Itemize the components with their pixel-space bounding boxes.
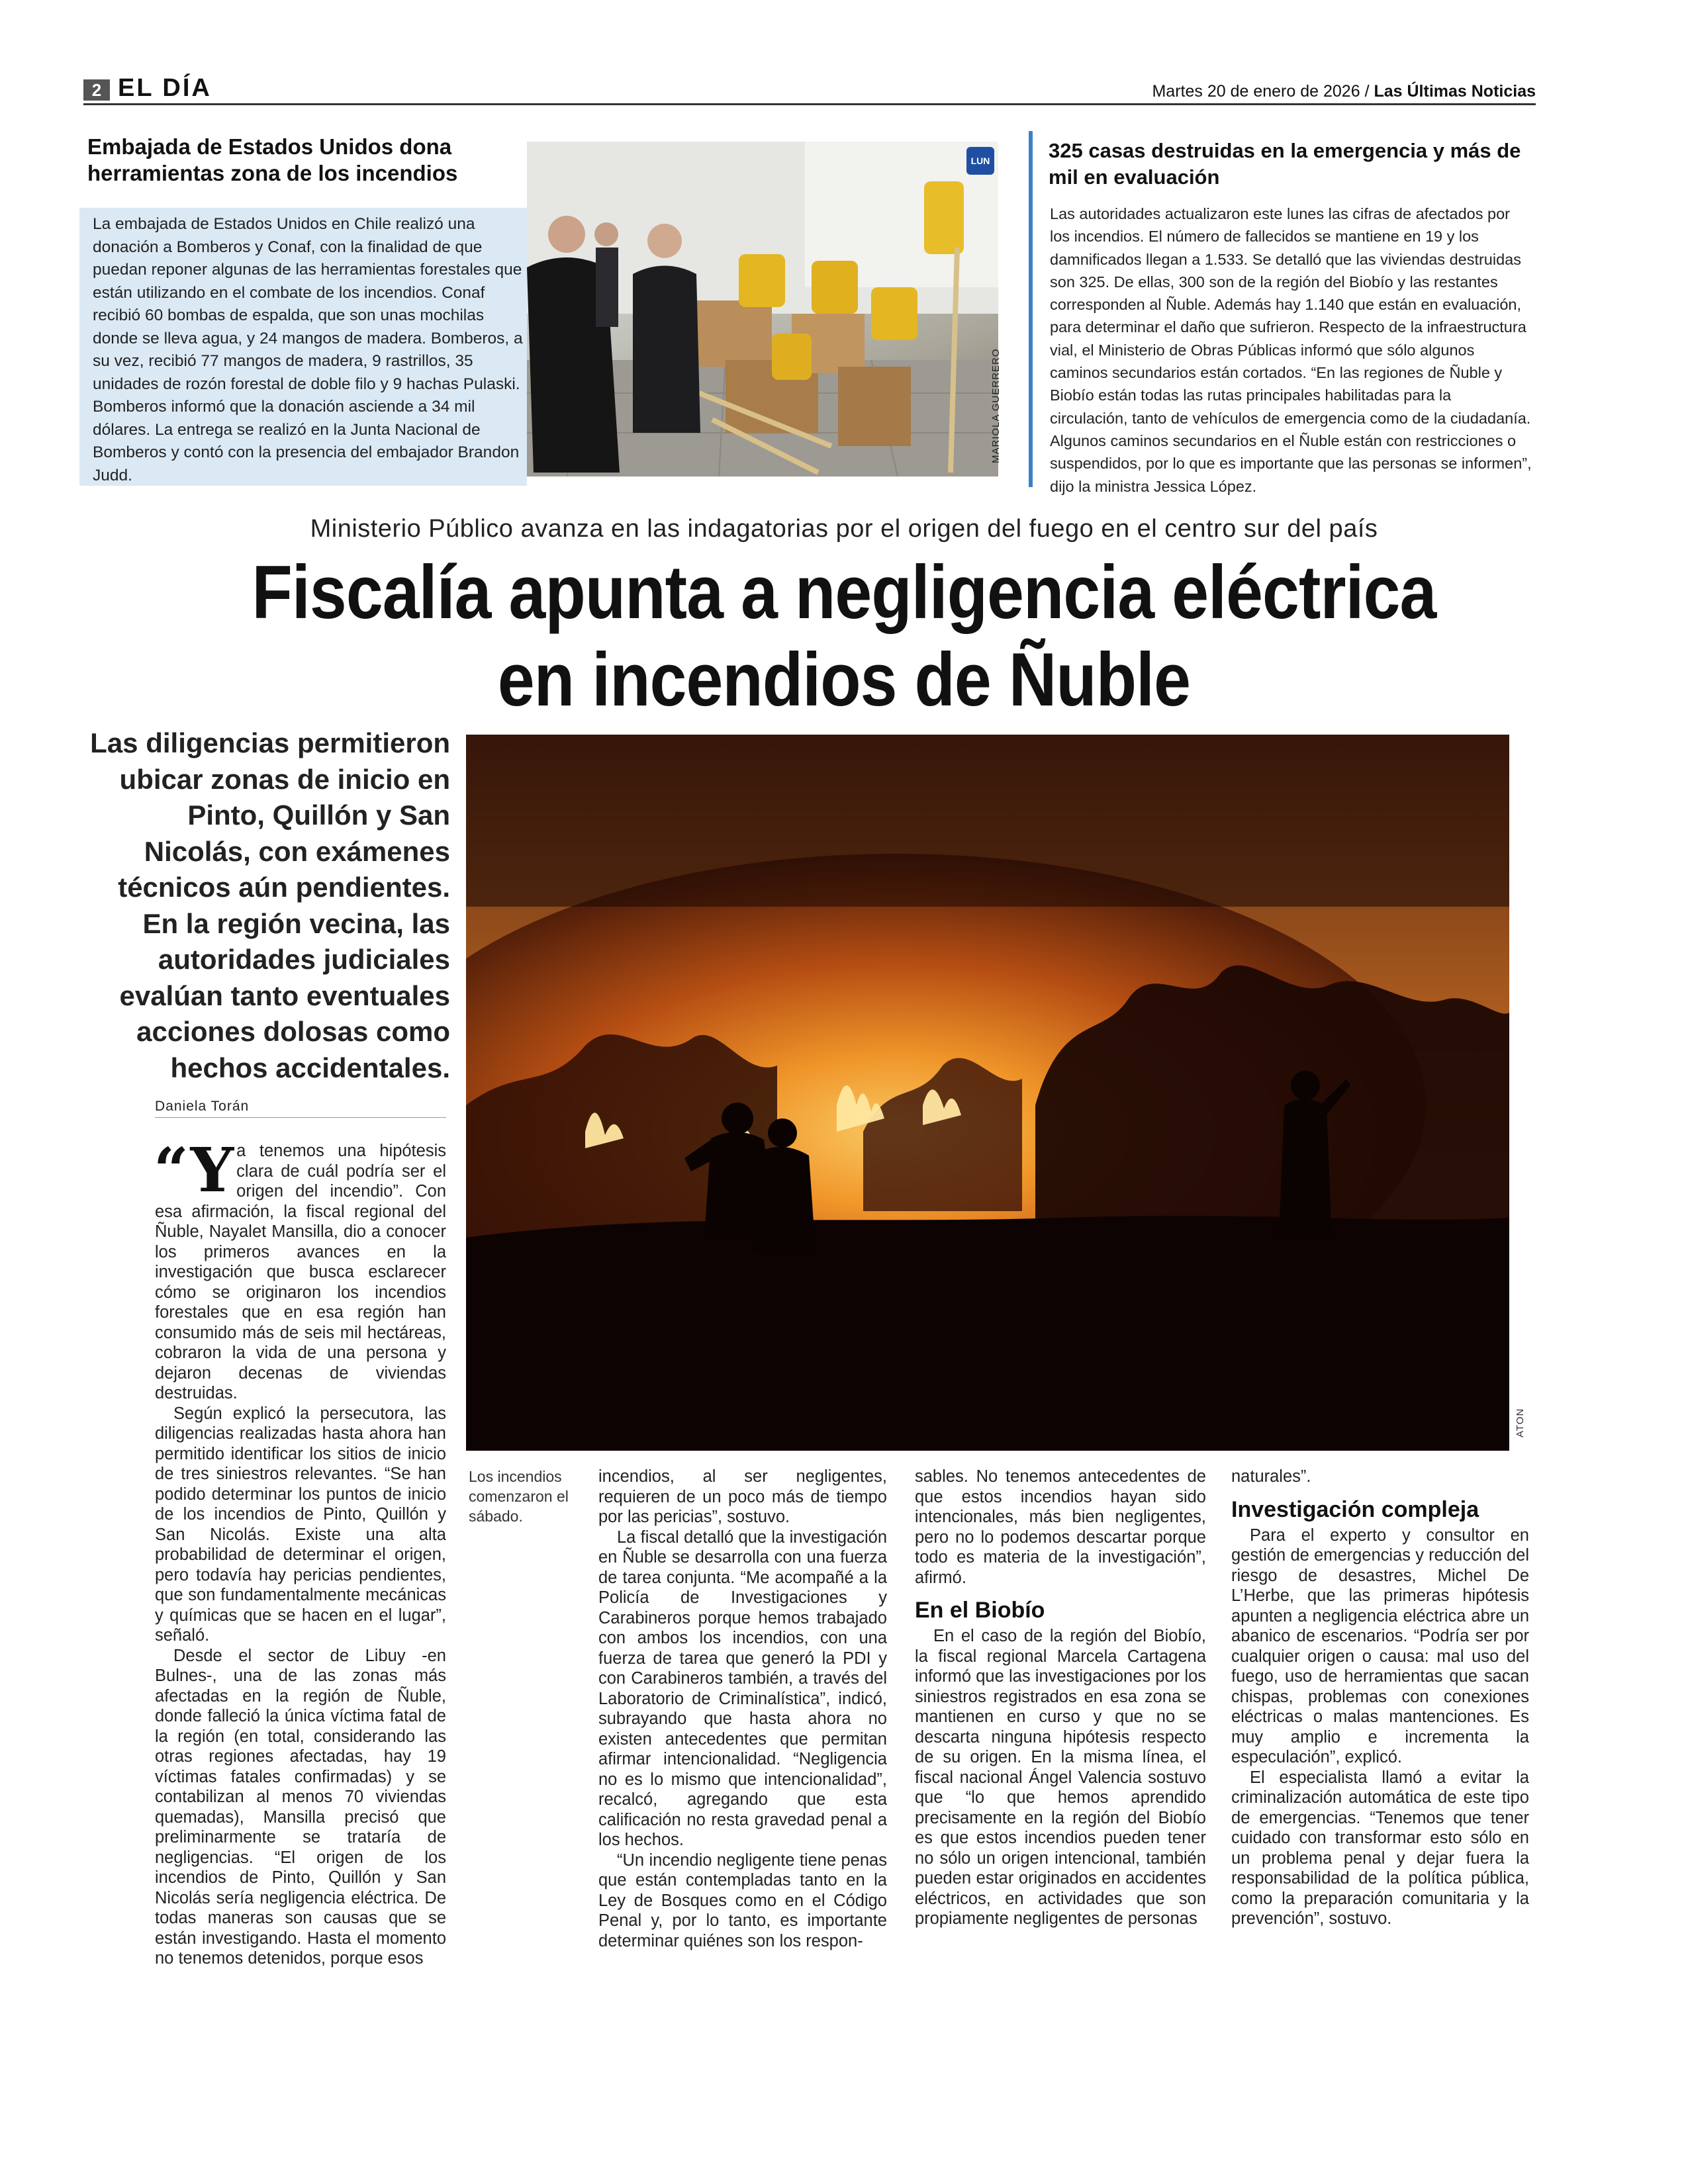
- headline-line-2: en incendios de Ñuble: [497, 638, 1191, 722]
- article-paragraph: Desde el sector de Libuy -en Bulnes-, una de las zonas más afectadas en la región de Ñuble, donde falleció la única víctima fatal de la región (en total, considerando las otras regiones afectadas, hay 19 víctimas fatales confirmadas) y se contabilizan al menos 70 viviendas quemadas), Mansilla precisó que preliminarmente se trataría de negligencias. “El origen de los incendios de Pinto, Quillón y San Nicolás sería negligencia eléctrica. De todas maneras son causas que se están investigando. Hasta el momento no tenemos detenidos, porque esos: [155, 1646, 446, 1968]
- lun-logo: LUN: [966, 147, 994, 175]
- article-paragraph: “Un incendio negligente tiene penas que están contempladas tanto en la Ley de Bosques como en el Código Penal y, por lo tanto, es importante determinar quiénes son los respon-: [598, 1850, 887, 1950]
- subheading-biobio: En el Biobío: [915, 1598, 1045, 1623]
- story-kicker: Ministerio Público avanza en las indagatorias por el origen del fuego en el centro sur del país: [310, 515, 1378, 543]
- wildfire-illustration: [466, 735, 1509, 1451]
- article-paragraph: Según explicó la persecutora, las diligencias realizadas hasta ahora han permitido identificar los sitios de inicio de tres siniestros relevantes. “Se han podido determinar los puntos de inicio de los incendios de Pinto, Quillón y San Nicolás. Existe una alta probabilidad de determinar el origen, pero todavía hay pericias pendientes, que son fundamentalmente mecánicas y químicas que se hacen en el lugar”, señaló.: [155, 1404, 446, 1645]
- article-paragraph: naturales”.: [1231, 1467, 1311, 1486]
- story-lead: Las diligencias permitieron ubicar zonas de inicio en Pinto, Quillón y San Nicolás, con exámenes técnicos aún pendientes. En la región vecina, las autoridades judiciales evalúan tanto eventuales acciones dolosas como hechos accidentales.: [90, 727, 450, 1083]
- date: Martes 20 de enero de 2026: [1152, 82, 1360, 101]
- subheading-investigacion: Investigación compleja: [1231, 1496, 1479, 1522]
- section-title: EL DÍA: [118, 74, 212, 102]
- article-column-2: [598, 1467, 887, 1951]
- article-paragraph: sables. No tenemos antecedentes de que estos incendios hayan sido intencionales, más bien negligentes, pero no lo podemos descartar porque todo es materia de la investigación”, afirmó.: [915, 1467, 1206, 1587]
- headline-line-1: Fiscalía apunta a negligencia eléctrica: [252, 551, 1436, 635]
- article-paragraph: El especialista llamó a evitar la criminalización automática de este tipo de emergencias. “Tenemos que tener cuidado con transformar esto sólo en un problema penal y dejar fuera la responsabilidad de la política pública, como la preparación comunitaria y la prevención”, sostuvo.: [1231, 1768, 1529, 1928]
- header-rule: [83, 103, 1536, 105]
- brief-left-title: Embajada de Estados Unidos dona herramientas zona de los incendios: [87, 134, 458, 185]
- embassy-donation-illustration: [527, 142, 998, 477]
- brief-left-body: La embajada de Estados Unidos en Chile realizó una donación a Bomberos y Conaf, con la finalidad de que puedan reponer algunas de las herramientas forestales que están utilizando en el combate de los incendios. Conaf recibió 60 bombas de espalda, que son unas mochilas donde se lleva agua, y 24 mangos de madera. Bomberos, a su vez, recibió 77 mangos de madera, 9 rastrillos, 35 unidades de rozón forestal de doble filo y 9 hachas Pulaski. Bomberos informó que la donación asciende a 34 mil dólares. La entrega se realizó en la Junta Nacional de Bomberos y contó con la presencia del embajador Brandon Judd.: [93, 215, 523, 484]
- byline: Daniela Torán: [155, 1099, 250, 1114]
- article-column-1: [154, 1134, 446, 1969]
- dateline: [1152, 82, 1536, 101]
- article-column-4: [1231, 1467, 1529, 1929]
- article-column-3: [915, 1467, 1206, 1929]
- page-number: 2: [83, 79, 110, 101]
- brief-right-body: Las autoridades actualizaron este lunes las cifras de afectados por los incendios. El número de fallecidos se mantiene en 19 y los damnificados llegan a 1.533. Se detalló que las viviendas destruidas son 325. De ellas, 300 son de la región del Biobío y las restantes corresponden al Ñuble. Además hay 1.140 que están en evaluación, para determinar el daño que sufrieron. Respecto de la infraestructura vial, el Ministerio de Obras Públicas informó que sólo algunos caminos secundarios están cortados. “En las regiones de Ñuble y Biobío están todas las rutas principales habilitadas para la circulación, tanto de vehículos de emergencia como de la ciudadanía. Algunos caminos secundarios en el Ñuble están con restricciones o suspendidos, por lo que es importante que las personas se informen”, dijo la ministra Jessica López.: [1050, 205, 1532, 495]
- story-headline: [101, 549, 1587, 724]
- brief-right-accent-bar: [1029, 131, 1033, 487]
- article-paragraph-text: a tenemos una hipótesis clara de cuál podría ser el origen del incendio”. Con esa afirmación, la fiscal regional del Ñuble, Nayalet Mansilla, dio a conocer los primeros avances en la investigación que busca esclarecer cómo se originaron los incendios forestales que en esa región han consumido más de seis mil hectáreas, cobraron la vida de una persona y dejaron decenas de viviendas destruidas.: [155, 1142, 446, 1402]
- photo-credit-embassy: MARIOLA GUERRERO: [990, 348, 1002, 463]
- wildfire-photo: [466, 735, 1509, 1451]
- dateline-separator: /: [1364, 82, 1370, 101]
- article-paragraph: Para el experto y consultor en gestión de emergencias y reducción del riesgo de desastres, Michel De L’Herbe, que las primeras hipótesis apunten a negligencia eléctrica abre un abanico de escenarios. “Podría ser por cualquier origen o causa: mal uso del fuego, uso de herramientas que sacan chispas, problemas con conexiones eléctricas o malas mantenciones. Es muy amplio e incrementa la especulación”, explicó.: [1231, 1525, 1529, 1766]
- embassy-donation-photo: [527, 142, 998, 477]
- brief-right-title: 325 casas destruidas en la emergencia y más de mil en evaluación: [1049, 139, 1521, 189]
- article-paragraph: La fiscal detalló que la investigación en Ñuble se desarrolla con una fuerza de tarea conjunta. “Me acompañé a la Policía de Investigaciones y Carabineros porque hemos trabajado con ambos los incendios, con una fuerza de tarea que generó la PDI y con Carabineros también, a través del Laboratorio de Criminalística”, indicó, subrayando que hasta ahora no existen antecedentes que permitan afirmar intencionalidad. “Negligencia no es lo mismo que intencionalidad”, recalcó, agregando que esta calificación no resta gravedad penal a los hechos.: [598, 1527, 887, 1849]
- article-paragraph: incendios, al ser negligentes, requieren de un poco más de tiempo por las pericias”, sostuvo.: [598, 1467, 887, 1526]
- article-paragraph: En el caso de la región del Biobío, la fiscal regional Marcela Cartagena informó que las investigaciones por los siniestros registrados en esa zona se mantienen en curso y que no se descarta ninguna hipótesis respecto de su origen. En la misma línea, el fiscal nacional Ángel Valencia sostuvo que “lo que hemos aprendido precisamente en la región del Biobío es que estos incendios pueden tener no sólo un origen intencional, también pueden estar originados en accidentes eléctricos, en actividades que son propiamente negligentes de personas: [915, 1627, 1206, 1928]
- photo-credit-wildfire: ATON: [1515, 1408, 1526, 1437]
- paper-name: Las Últimas Noticias: [1374, 82, 1536, 101]
- drop-cap: “Y: [154, 1134, 234, 1206]
- photo-caption: Los incendios comenzaron el sábado.: [469, 1468, 569, 1525]
- byline-rule: [155, 1117, 446, 1118]
- article-paragraph: [154, 1134, 446, 1404]
